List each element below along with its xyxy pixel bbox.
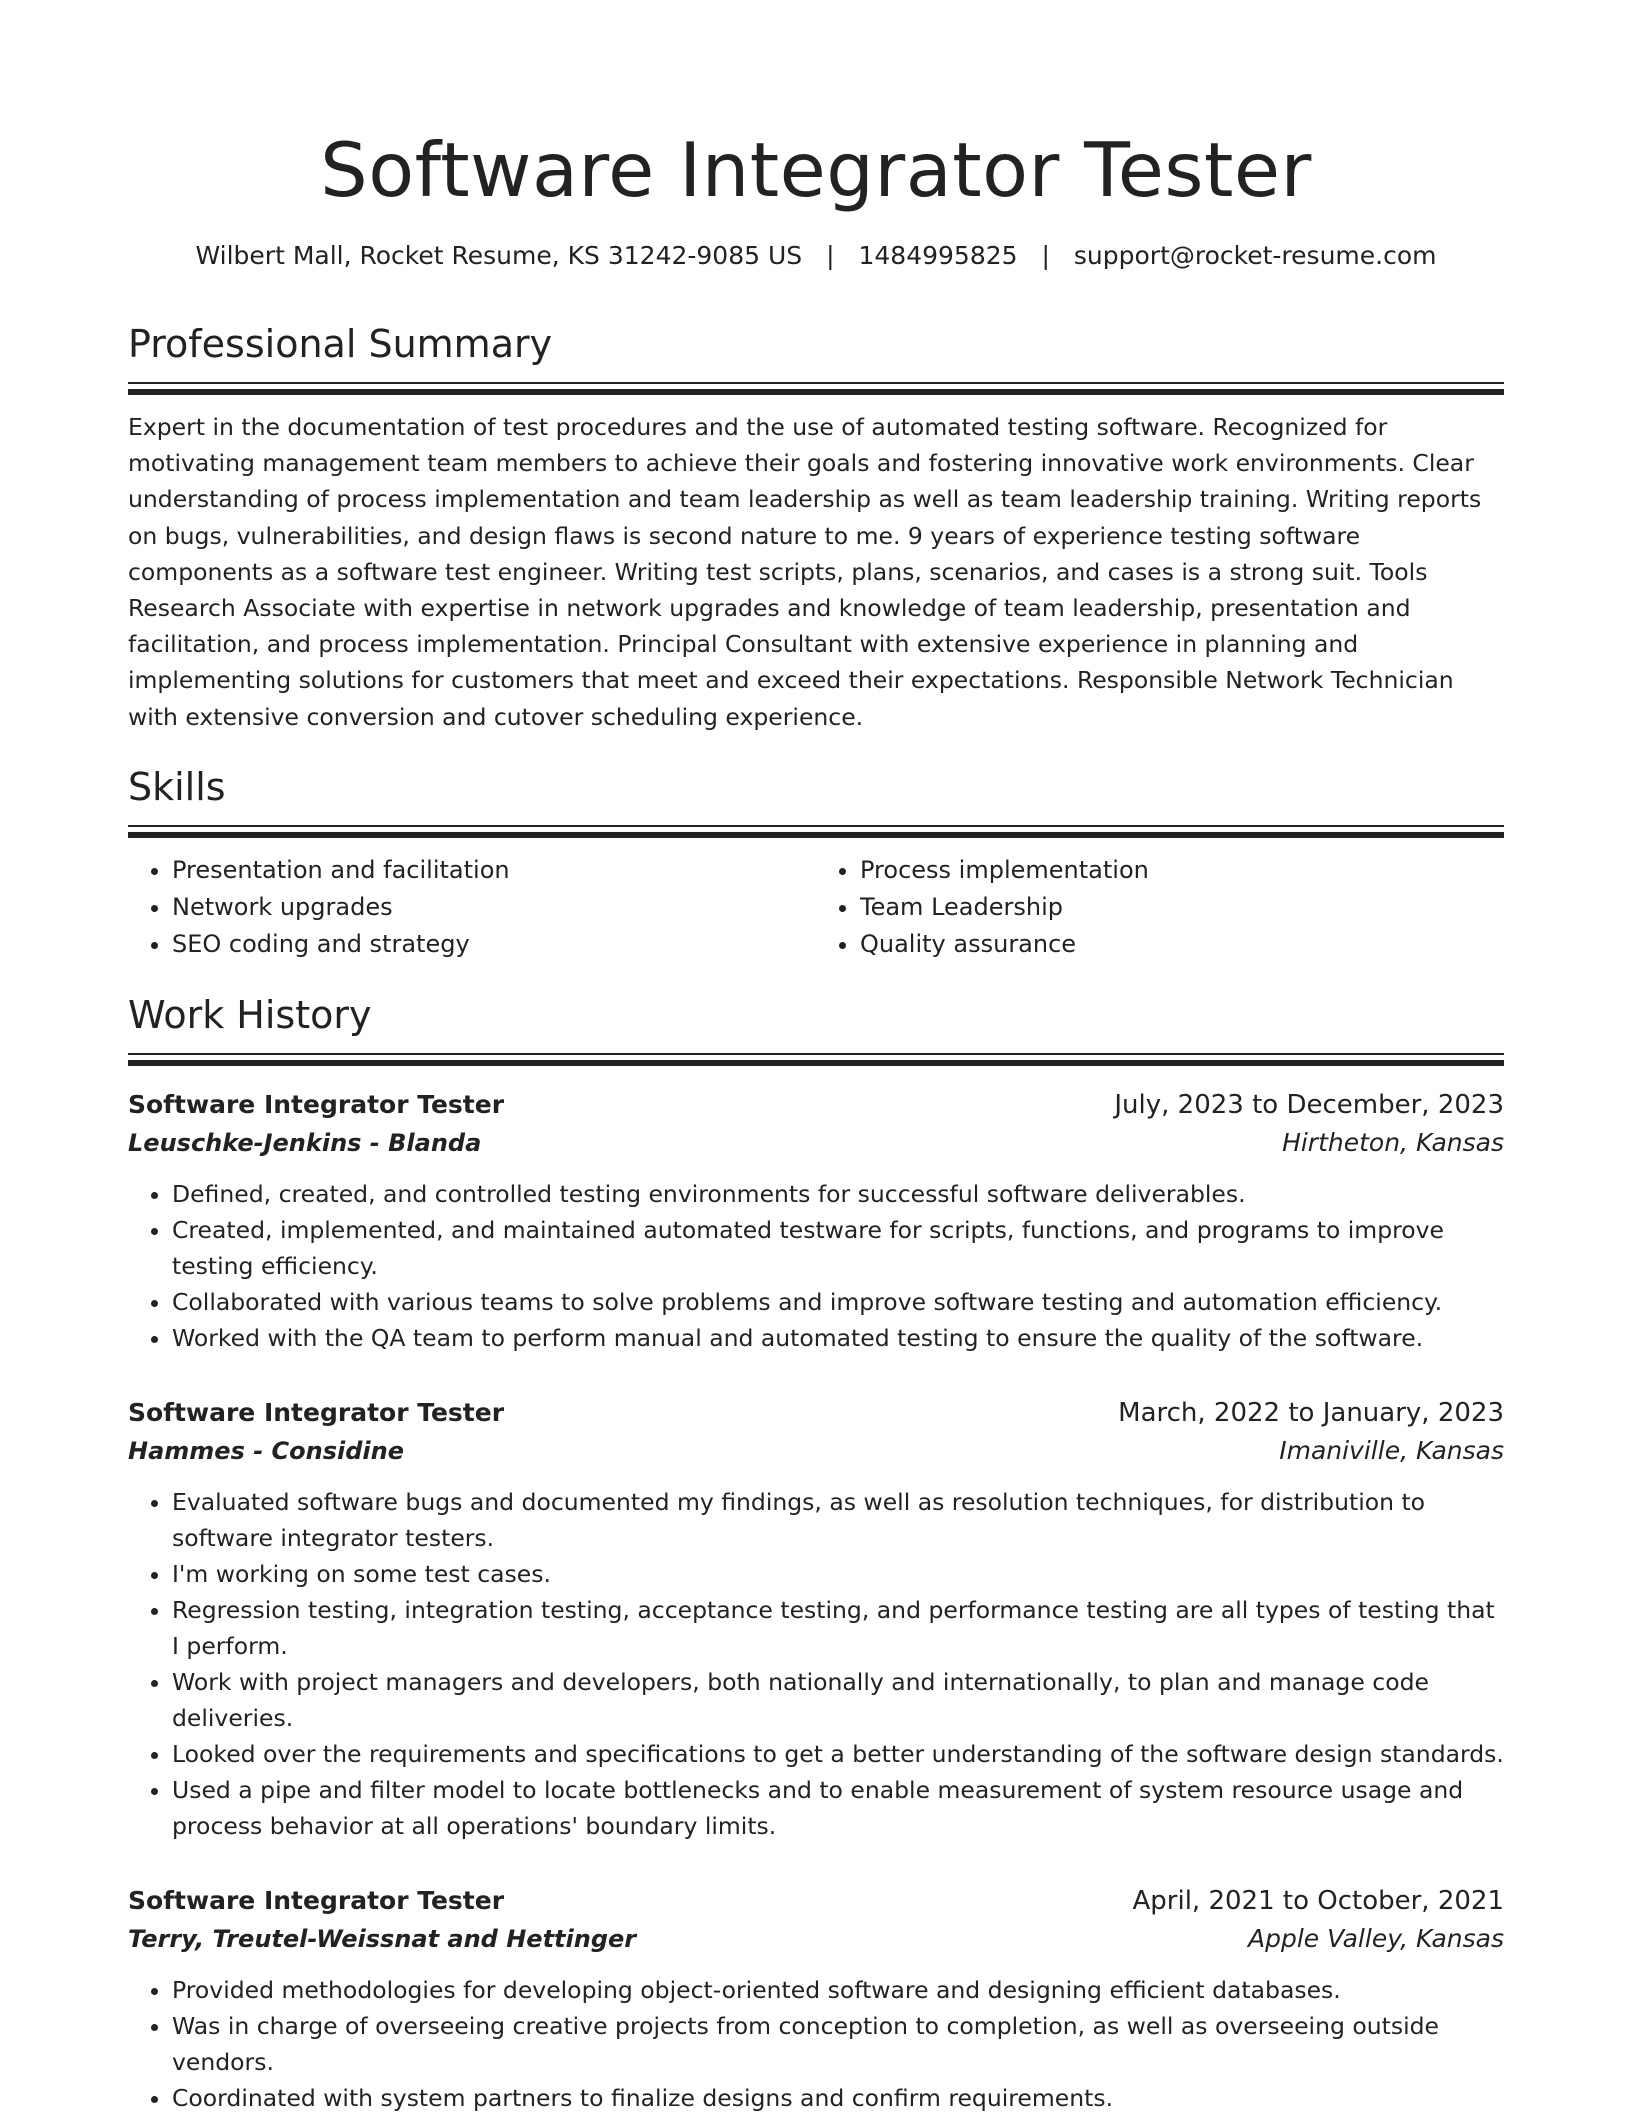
section-divider [128, 1053, 1504, 1066]
summary-text: Expert in the documentation of test procedures and the use of automated testing software. Recognized for motivating management team members to achieve their goals and fostering innovative work environments. Clear understanding of process implementation and team leadership as well as team leadership training. Writing reports on bugs, vulnerabilities, and design flaws is second nature to me. 9 years of experience testing software components as a software test engineer. Writing test scripts, plans, scenarios, and cases is a strong suit. Tools Research Associate with expertise in network upgrades and knowledge of team leadership, presentation and facilitation, and process implementation. Principal Consultant with extensive experience in planning and implementing solutions for customers that meet and exceed their expectations. Responsible Network Technician with extensive conversion and cutover scheduling experience. [128, 413, 1482, 731]
contact-phone: 1484995825 [858, 241, 1018, 270]
skill-item: • Process implementation [860, 852, 1504, 889]
job-bullet: • Worked with the QA team to perform manual and automated testing to ensure the quality of the software. [172, 1320, 1504, 1356]
job-entry [128, 1394, 1504, 1844]
contact-separator: | [826, 241, 835, 270]
job-bullet: • I'm working on some test cases. [172, 1556, 1504, 1592]
skill-item: • Quality assurance [860, 926, 1504, 963]
section-title-skills: Skills [128, 764, 226, 809]
job-bullet: • Collaborated with various teams to solve problems and improve software testing and automation efficiency. [172, 1284, 1504, 1320]
job-bullet: • Regression testing, integration testing, acceptance testing, and performance testing are all types of testing that I perform. [172, 1592, 1504, 1664]
skills-section [128, 763, 1504, 963]
job-bullet: • Work with project managers and developers, both nationally and internationally, to plan and manage code deliveries. [172, 1664, 1504, 1736]
work-history-section [128, 991, 1504, 2116]
job-title: Software Integrator Tester [128, 1089, 505, 1119]
job-location: Hirtheton, Kansas [1282, 1127, 1504, 1157]
skill-item: • Team Leadership [860, 889, 1504, 926]
job-location: Imaniville, Kansas [1279, 1435, 1504, 1465]
job-entry [128, 1882, 1504, 2116]
job-bullet-list [128, 1176, 1504, 1356]
contact-address: Wilbert Mall, Rocket Resume, KS 31242-9085 US [195, 241, 803, 270]
job-bullet: • Defined, created, and controlled testing environments for successful software deliverables. [172, 1176, 1504, 1212]
skills-list-left [128, 852, 816, 963]
job-bullet: • Coordinated with system partners to finalize designs and confirm requirements. [172, 2080, 1504, 2116]
job-bullet-list [128, 1972, 1504, 2116]
skill-item: • Network upgrades [172, 889, 816, 926]
job-bullet: • Looked over the requirements and specifications to get a better understanding of the software design standards. [172, 1736, 1504, 1772]
section-divider [128, 825, 1504, 838]
summary-section [128, 320, 1504, 735]
contact-line [128, 240, 1504, 272]
job-title: Software Integrator Tester [128, 1397, 505, 1427]
job-bullet-list [128, 1484, 1504, 1844]
job-bullet: • Used a pipe and filter model to locate bottlenecks and to enable measurement of system resource usage and process behavior at all operations' boundary limits. [172, 1772, 1504, 1844]
job-dates: April, 2021 to October, 2021 [1132, 1885, 1504, 1916]
job-location: Apple Valley, Kansas [1248, 1923, 1504, 1953]
job-bullet: • Provided methodologies for developing object-oriented software and designing efficient databases. [172, 1972, 1504, 2008]
skill-item: • Presentation and facilitation [172, 852, 816, 889]
resume-page [128, 0, 1504, 2116]
job-entry [128, 1086, 1504, 1356]
job-dates: March, 2022 to January, 2023 [1118, 1397, 1504, 1428]
section-divider [128, 382, 1504, 395]
skill-item: • SEO coding and strategy [172, 926, 816, 963]
job-bullet: • Was in charge of overseeing creative projects from conception to completion, as well as overseeing outside vendors. [172, 2008, 1504, 2080]
job-title: Software Integrator Tester [128, 1885, 505, 1915]
job-bullet: • Evaluated software bugs and documented my findings, as well as resolution techniques, for distribution to software integrator testers. [172, 1484, 1504, 1556]
contact-email: support@rocket-resume.com [1073, 241, 1437, 270]
resume-name: Software Integrator Tester [320, 126, 1312, 214]
job-dates: July, 2023 to December, 2023 [1114, 1089, 1504, 1120]
skills-list-right [816, 852, 1504, 963]
job-company: Hammes - Considine [128, 1436, 404, 1465]
job-company: Leuschke-Jenkins - Blanda [128, 1128, 482, 1157]
skills-columns [128, 852, 1504, 963]
job-bullet: • Created, implemented, and maintained automated testware for scripts, functions, and programs to improve testing efficiency. [172, 1212, 1504, 1284]
job-company: Terry, Treutel-Weissnat and Hettinger [128, 1924, 637, 1953]
section-title-work-history: Work History [128, 992, 372, 1037]
section-title-summary: Professional Summary [128, 322, 553, 366]
contact-separator: | [1041, 241, 1050, 270]
